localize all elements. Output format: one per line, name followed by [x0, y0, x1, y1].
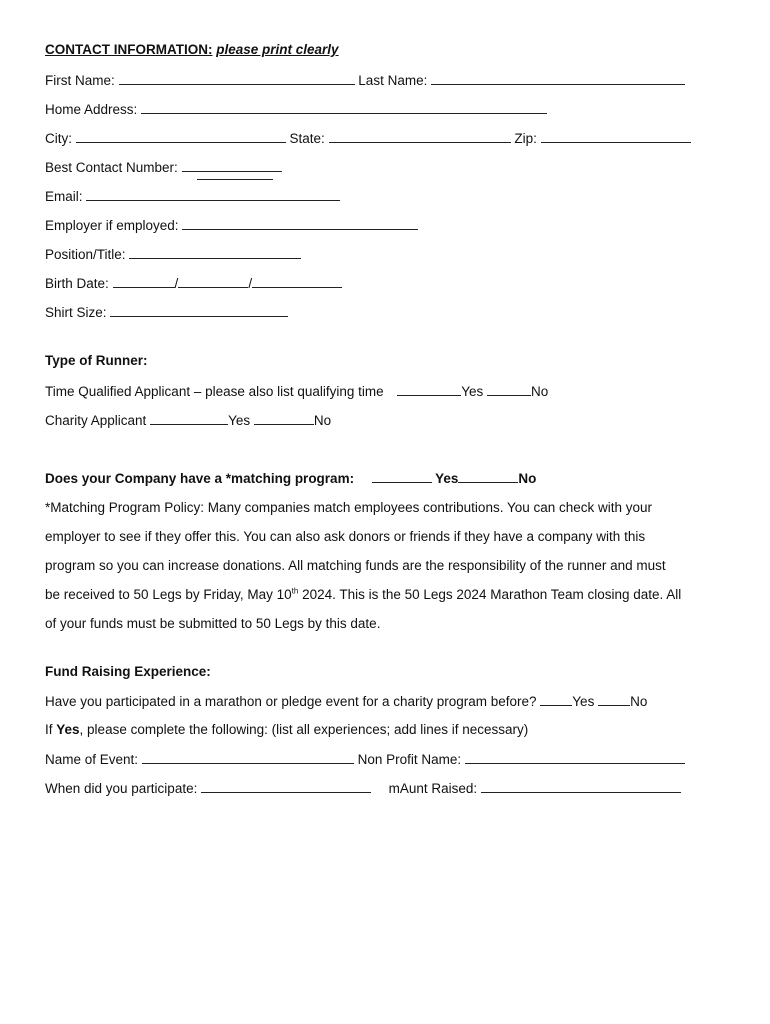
time-qualified-no-field[interactable] [487, 382, 531, 396]
email-field[interactable] [86, 187, 340, 201]
contact-heading-label: CONTACT INFORMATION: [45, 42, 213, 57]
zip-field[interactable] [541, 129, 691, 143]
matching-policy-line-4 [45, 586, 681, 604]
birth-date-separator: / [174, 276, 179, 291]
home-address-row [45, 100, 547, 119]
amount-raised-field[interactable] [481, 779, 681, 793]
state-label: State: [289, 131, 325, 146]
last-name-field[interactable] [431, 71, 685, 85]
matching-policy-line-4-start: be received to 50 Legs by Friday, May 10 [45, 587, 292, 602]
charity-label: Charity Applicant [45, 413, 147, 428]
nonprofit-name-field[interactable] [465, 750, 685, 764]
runner-heading: Type of Runner: [45, 353, 148, 368]
time-qualified-label: Time Qualified Applicant – please also list qualifying time [45, 384, 384, 399]
time-qualified-row [45, 382, 548, 401]
participation-question-row [45, 692, 647, 711]
birth-year-field[interactable] [252, 274, 342, 288]
email-label: Email: [45, 189, 83, 204]
event-row [45, 750, 685, 769]
amount-raised-label: mAunt Raised: [388, 781, 478, 796]
participation-details-row [45, 779, 681, 798]
fundraising-heading: Fund Raising Experience: [45, 664, 211, 679]
employer-label: Employer if employed: [45, 218, 179, 233]
name-row [45, 71, 685, 90]
matching-policy-line-3: program so you can increase donations. All matching funds are the responsibility of the runner and must [45, 558, 666, 573]
yes-label: Yes [461, 384, 484, 399]
birth-date-label: Birth Date: [45, 276, 109, 291]
shirt-size-label: Shirt Size: [45, 305, 107, 320]
position-label: Position/Title: [45, 247, 126, 262]
best-contact-field[interactable] [182, 158, 282, 172]
shirt-size-row [45, 303, 288, 322]
shirt-size-field[interactable] [110, 303, 288, 317]
city-field[interactable] [76, 129, 286, 143]
matching-heading: Does your Company have a *matching program: [45, 471, 355, 486]
home-address-label: Home Address: [45, 102, 138, 117]
participation-no-field[interactable] [598, 692, 630, 706]
event-name-label: Name of Event: [45, 752, 139, 767]
city-state-zip-row [45, 129, 691, 148]
employer-field[interactable] [182, 216, 418, 230]
if-yes-instructions [45, 721, 528, 739]
best-contact-label: Best Contact Number: [45, 160, 178, 175]
best-contact-extra-rule [197, 179, 273, 180]
if-yes-suffix: , please complete the following: (list all experiences; add lines if necessary) [79, 722, 529, 737]
matching-no-label: No [518, 471, 537, 486]
last-name-label: Last Name: [358, 73, 428, 88]
charity-no-field[interactable] [254, 411, 314, 425]
zip-label: Zip: [514, 131, 537, 146]
first-name-label: First Name: [45, 73, 115, 88]
position-field[interactable] [129, 245, 301, 259]
matching-yes-label: Yes [435, 471, 459, 486]
ordinal-suffix: th [291, 586, 299, 596]
matching-no-field[interactable] [458, 469, 518, 483]
birth-day-field[interactable] [178, 274, 248, 288]
city-label: City: [45, 131, 72, 146]
participation-question: Have you participated in a marathon or pledge event for a charity program before? [45, 694, 537, 709]
yes-label: Yes [228, 413, 251, 428]
position-row [45, 245, 301, 264]
first-name-field[interactable] [119, 71, 355, 85]
time-qualified-yes-field[interactable] [397, 382, 461, 396]
birth-date-row [45, 274, 342, 293]
yes-label: Yes [572, 694, 595, 709]
when-field[interactable] [201, 779, 371, 793]
no-label: No [531, 384, 549, 399]
contact-heading [45, 41, 339, 59]
matching-policy-line-2: employer to see if they offer this. You can also ask donors or friends if they have a company with this [45, 529, 646, 544]
when-label: When did you participate: [45, 781, 198, 796]
state-field[interactable] [329, 129, 511, 143]
contact-heading-note: please print clearly [216, 42, 339, 57]
nonprofit-name-label: Non Profit Name: [357, 752, 462, 767]
participation-yes-field[interactable] [540, 692, 572, 706]
if-yes-bold: Yes [56, 722, 80, 737]
charity-row [45, 411, 331, 430]
matching-yes-field[interactable] [372, 469, 432, 483]
event-name-field[interactable] [142, 750, 354, 764]
birth-date-separator: / [248, 276, 253, 291]
matching-policy-line-4-end: 2024. This is the 50 Legs 2024 Marathon Team closing date. All [298, 587, 682, 602]
charity-yes-field[interactable] [150, 411, 228, 425]
no-label: No [313, 413, 332, 428]
email-row [45, 187, 340, 206]
birth-month-field[interactable] [113, 274, 175, 288]
matching-policy-line-5: of your funds must be submitted to 50 Legs by this date. [45, 616, 381, 631]
home-address-field[interactable] [141, 100, 547, 114]
if-yes-prefix: If [45, 722, 57, 737]
best-contact-row [45, 158, 282, 177]
matching-heading-row [45, 469, 536, 488]
matching-policy-line-1: *Matching Program Policy: Many companies match employees contributions. You can check with your [45, 500, 653, 515]
no-label: No [630, 694, 648, 709]
employer-row [45, 216, 418, 235]
